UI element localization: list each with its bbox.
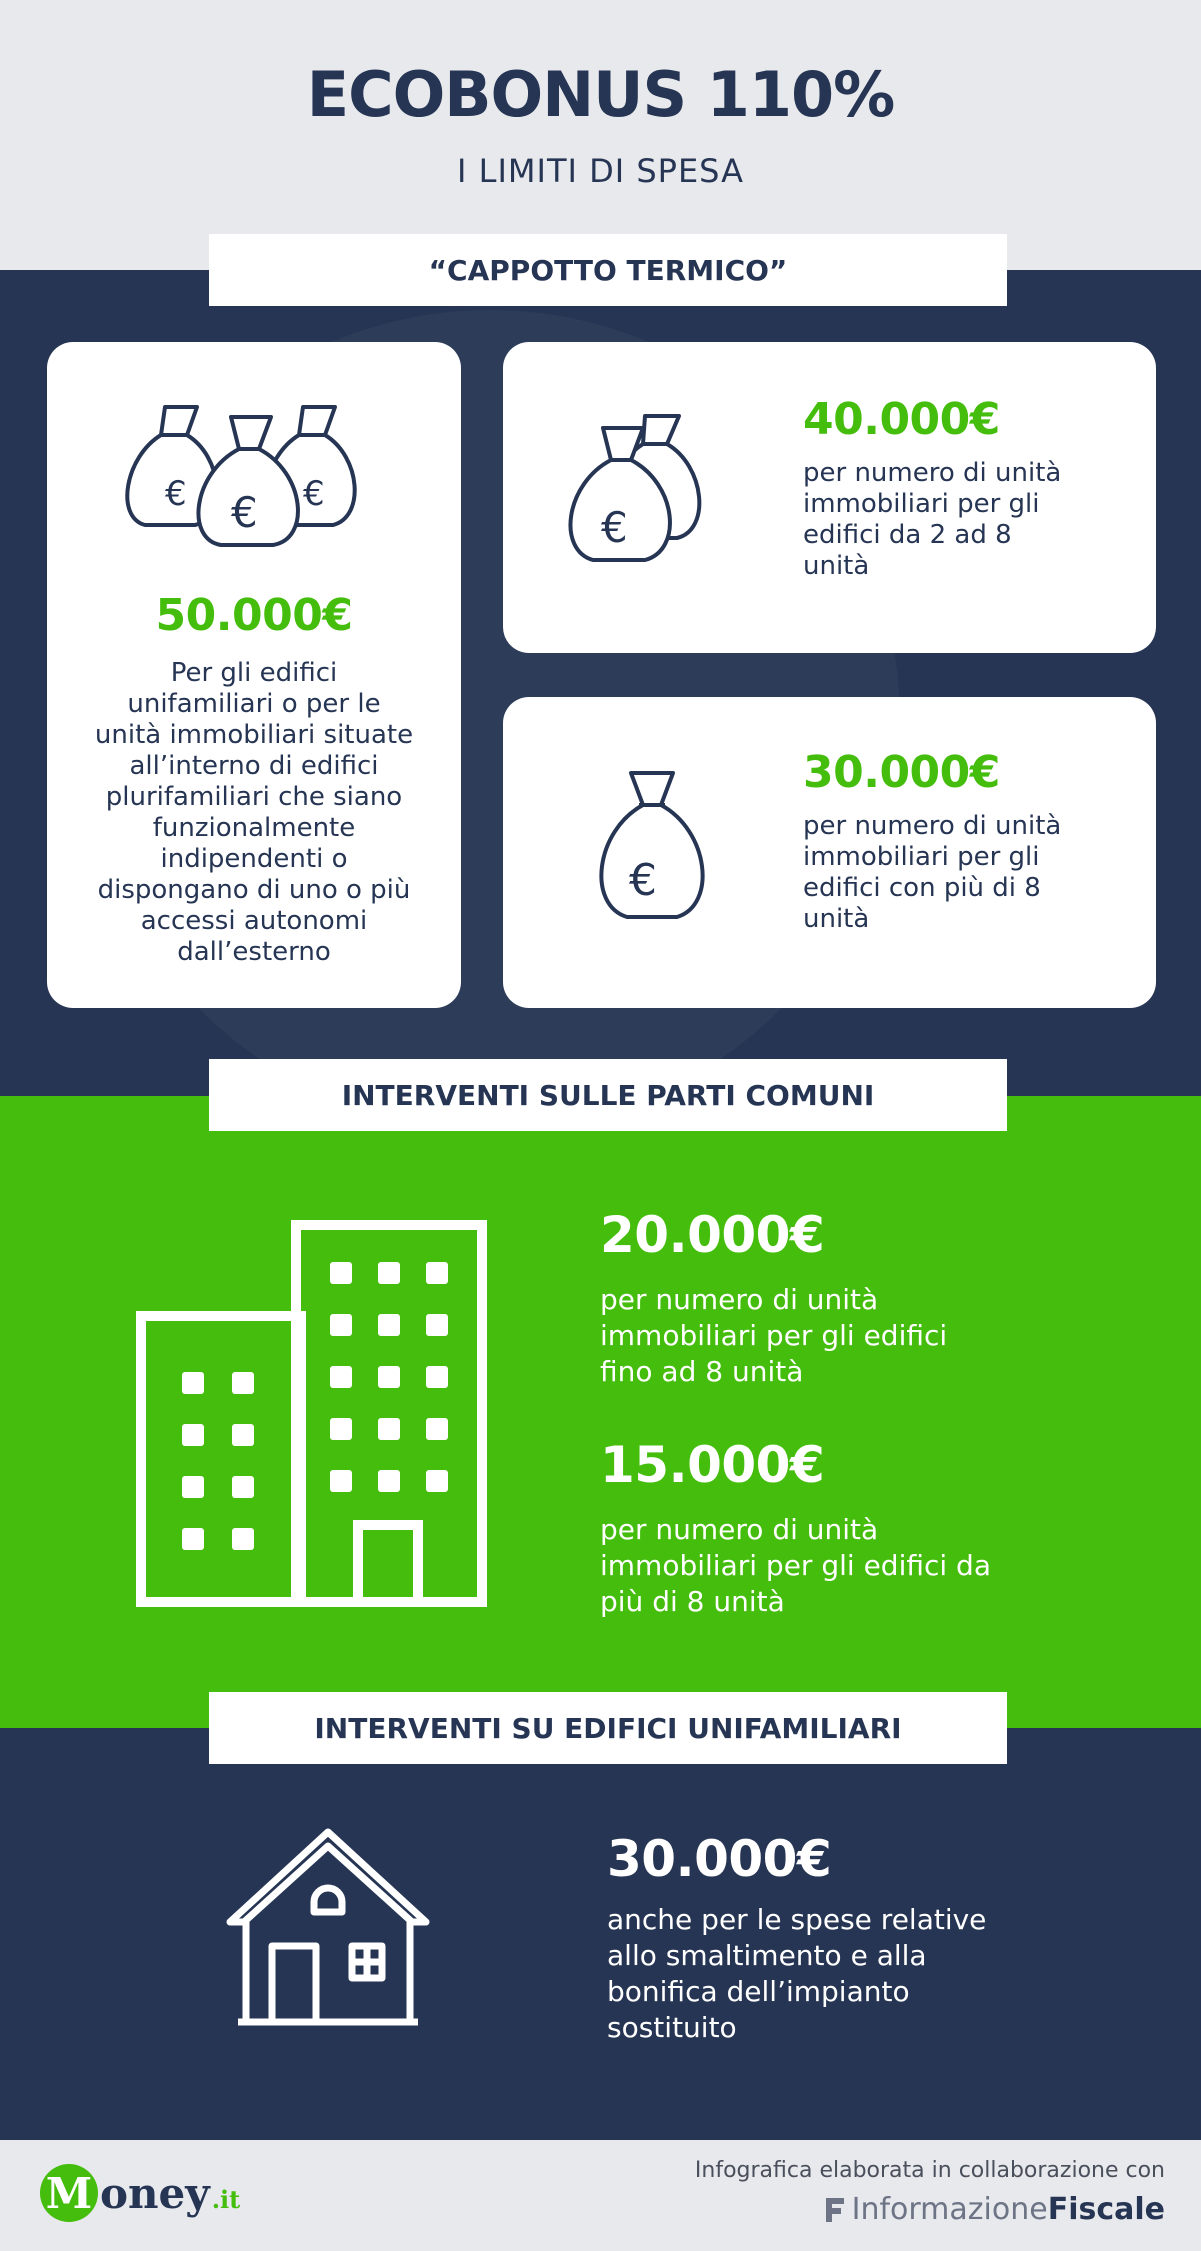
desc-line: unità [803,904,870,934]
desc-line: immobiliari per gli edifici da [600,1549,991,1582]
section-label-unifamiliari: INTERVENTI SU EDIFICI UNIFAMILIARI [209,1692,1007,1764]
desc-line: immobiliari per gli [803,842,1040,872]
amount-30000: 30.000€ [803,747,1000,798]
page-title: ECOBONUS 110% [306,58,895,131]
amount-20000: 20.000€ [600,1206,825,1264]
partner-name-part1: Informazione [851,2192,1048,2227]
desc-line: immobiliari per gli edifici [600,1319,948,1352]
svg-text:€: € [629,855,657,906]
desc-line: sostituito [607,2011,737,2044]
desc-line: dispongano di uno o più [97,875,411,905]
desc-line: allo smaltimento e alla [607,1939,927,1972]
desc-line: unifamiliari o per le [127,689,381,719]
desc-line: anche per le spese relative [607,1903,987,1936]
desc-line: indipendenti o [160,844,348,874]
money-logo-mark: M [40,2164,98,2222]
desc-line: per numero di unità [600,1513,879,1546]
desc-line: edifici da 2 ad 8 [803,520,1012,550]
building-icon [136,1220,488,1610]
collaboration-note: Infografica elaborata in collaborazione con [694,2158,1165,2183]
informazionefiscale-logo[interactable] [824,2192,1165,2227]
svg-text:€: € [303,474,325,514]
desc-line: per numero di unità [803,811,1062,841]
card-description [67,658,441,968]
item-description [600,1512,1160,1620]
money-logo-text: oney [100,2168,210,2218]
desc-line: dall’esterno [177,937,331,967]
informazionefiscale-mark-icon [824,2196,846,2224]
desc-line: bonifica dell’impianto [607,1975,910,2008]
money-bags-icon [555,408,715,568]
item-description [600,1282,1160,1390]
money-logo-tld: .it [211,2184,241,2214]
desc-line: funzionalmente [152,813,356,843]
card-cappotto-oltre-8 [503,697,1156,1008]
desc-line: più di 8 unità [600,1585,785,1618]
desc-line: immobiliari per gli [803,489,1040,519]
money-it-logo[interactable] [40,2162,240,2224]
section-label-parti-comuni: INTERVENTI SULLE PARTI COMUNI [209,1059,1007,1131]
amount-15000: 15.000€ [600,1436,825,1494]
card-description [803,458,1143,582]
desc-line: unità [803,551,870,581]
desc-line: unità immobiliari situate [94,720,414,750]
svg-text:€: € [165,474,187,514]
desc-line: all’interno di edifici [129,751,379,781]
card-description [803,811,1143,935]
amount-30000-unifamiliari: 30.000€ [607,1830,832,1888]
header [0,0,1201,270]
card-cappotto-2-8 [503,342,1156,653]
svg-text:€: € [231,488,258,537]
item-description [607,1902,1167,2046]
house-icon [226,1826,430,2030]
amount-40000: 40.000€ [803,394,1000,445]
svg-text:€: € [601,503,628,552]
page-subtitle: I LIMITI DI SPESA [457,152,744,190]
money-bag-icon [577,765,727,925]
desc-line: per numero di unità [803,458,1062,488]
desc-line: per numero di unità [600,1283,879,1316]
amount-50000: 50.000€ [155,590,353,641]
desc-line: plurifamiliari che siano [105,782,403,812]
desc-line: fino ad 8 unità [600,1355,804,1388]
desc-line: accessi autonomi [140,906,368,936]
money-bags-icon [125,397,385,547]
card-cappotto-unifamiliari [47,342,461,1008]
section-label-cappotto: “CAPPOTTO TERMICO” [209,234,1007,306]
desc-line: Per gli edifici [170,658,338,688]
desc-line: edifici con più di 8 [803,873,1041,903]
partner-name-part2: Fiscale [1047,2192,1165,2227]
